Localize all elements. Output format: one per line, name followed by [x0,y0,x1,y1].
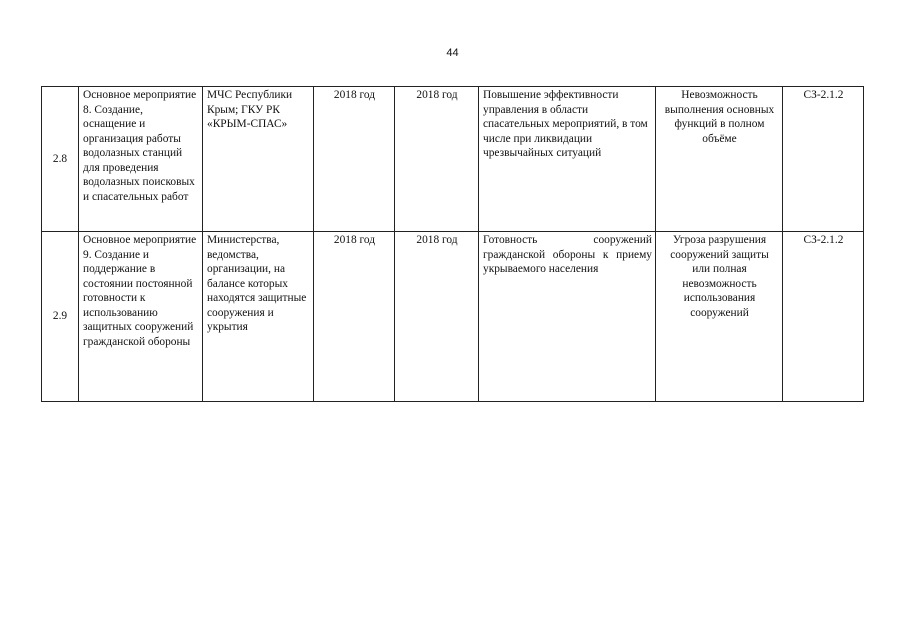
indicator-code-cell: СЗ-2.1.2 [783,87,864,232]
indicator-code-cell: СЗ-2.1.2 [783,232,864,402]
row-number-cell: 2.8 [42,87,79,232]
executor-cell: Министерства, ведомства, организации, на балансе которых находятся защитные сооружения и укрытия [203,232,314,402]
event-cell: Основное мероприятие 9. Создание и поддержание в состоянии постоянной готовности к использованию защитных сооружений гражданской обороны [79,232,203,402]
event-cell: Основное мероприятие 8. Создание, оснащение и организация работы водолазных станций для проведения водолазных поисковых и спасательных работ [79,87,203,232]
activities-table [41,86,864,402]
table-row [42,87,864,232]
page-number: 44 [446,47,459,59]
start-year-cell: 2018 год [314,232,395,402]
consequence-cell: Угроза разрушения сооружений защиты или полная невозможность использования сооружений [656,232,783,402]
table-row [42,232,864,402]
expected-result-cell: Повышение эффективности управления в области спасательных мероприятий, в том числе при ликвидации чрезвычайных ситуаций [479,87,656,232]
executor-cell: МЧС Республики Крым; ГКУ РК «КРЫМ-СПАС» [203,87,314,232]
end-year-cell: 2018 год [395,87,479,232]
start-year-cell: 2018 год [314,87,395,232]
row-number-cell: 2.9 [42,232,79,402]
consequence-cell: Невозможность выполнения основных функций в полном объёме [656,87,783,232]
expected-result-cell: Готовность сооружений гражданской обороны к приему укрываемого населения [479,232,656,402]
end-year-cell: 2018 год [395,232,479,402]
